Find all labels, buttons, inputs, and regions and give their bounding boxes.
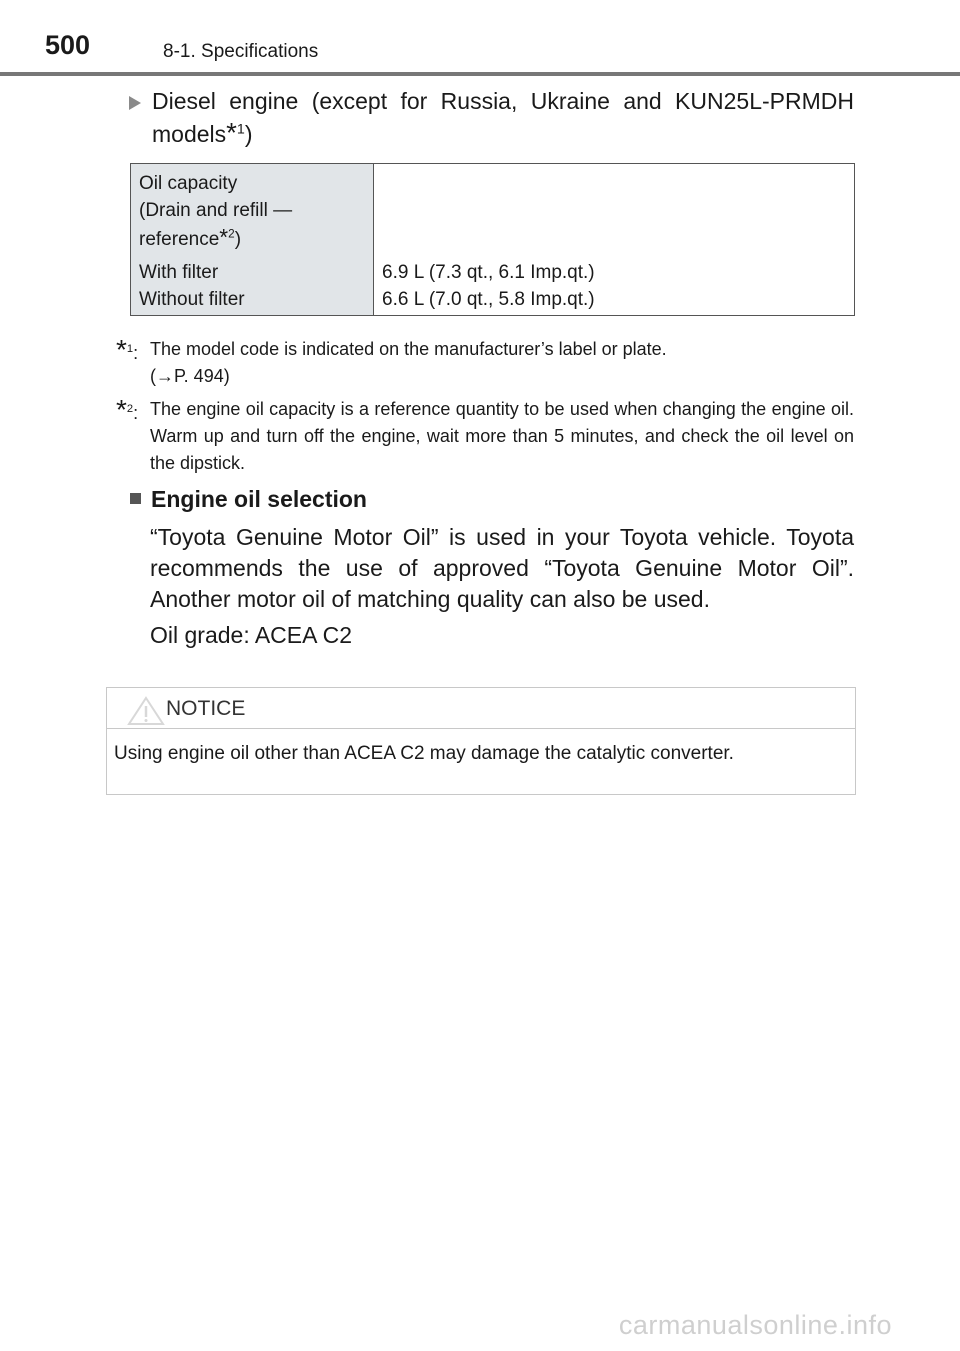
header-rule xyxy=(0,72,960,76)
asterisk-mark: * xyxy=(226,117,237,148)
oil-capacity-label: Oil capacity xyxy=(139,173,238,194)
item-heading xyxy=(124,86,854,150)
square-bullet-icon xyxy=(130,493,141,504)
warning-triangle-icon xyxy=(127,696,165,726)
filter-labels-cell xyxy=(131,259,374,316)
without-filter-value: 6.6 L (7.0 qt., 5.8 Imp.qt.) xyxy=(382,289,595,310)
footnote-separator: : xyxy=(133,343,139,363)
asterisk-mark: * xyxy=(116,394,127,425)
footnote-separator: : xyxy=(133,403,139,423)
footnote-ref-1: 1 xyxy=(236,121,245,138)
oil-capacity-label-cell xyxy=(131,164,374,260)
closing-paren: ) xyxy=(244,121,253,147)
page-number: 500 xyxy=(45,30,91,60)
reference-text: reference xyxy=(139,229,220,250)
watermark: carmanualsonline.info xyxy=(618,1310,892,1340)
engine-oil-selection-title: Engine oil selection xyxy=(151,486,367,512)
item-heading-line2 xyxy=(152,117,854,150)
oil-grade-text: Oil grade: ACEA C2 xyxy=(150,622,352,648)
footnote-2-number: 2 xyxy=(126,403,134,415)
footnote-1-text: The model code is indicated on the manufacturer’s label or plate. xyxy=(150,339,667,359)
asterisk-mark: * xyxy=(219,224,229,250)
section-label: 8-1. Specifications xyxy=(163,41,319,62)
footnote-1-page-ref: (→P. 494) xyxy=(150,366,230,386)
header-value-cell xyxy=(374,164,855,260)
item-heading-line1: Diesel engine (except for Russia, Ukraine and KUN25L-PRMDH xyxy=(152,88,854,114)
footnote-ref-2: 2 xyxy=(228,227,235,241)
footnote-1-marker xyxy=(116,336,138,367)
notice-header xyxy=(107,688,855,729)
models-text: models xyxy=(152,121,227,147)
oil-capacity-table xyxy=(130,163,855,316)
notice-message: Using engine oil other than ACEA C2 may damage the catalytic converter. xyxy=(114,743,734,764)
without-filter-label: Without filter xyxy=(139,289,245,310)
reference-label xyxy=(139,224,365,253)
notice-title: NOTICE xyxy=(166,697,246,720)
footnote-2 xyxy=(116,396,854,477)
oil-selection-paragraph: “Toyota Genuine Motor Oil” is used in your Toyota vehicle. Toyota recommends the use of approved “Toyota Genuine Motor Oil”. Another motor oil of matching quality can also be used. xyxy=(150,524,854,612)
notice-box xyxy=(106,687,856,795)
asterisk-mark: * xyxy=(116,334,127,365)
footnote-1-number: 1 xyxy=(126,343,134,355)
with-filter-value: 6.9 L (7.3 qt., 6.1 Imp.qt.) xyxy=(382,262,595,283)
triangle-bullet-icon xyxy=(129,96,141,110)
drain-refill-label: (Drain and refill — xyxy=(139,200,293,221)
footnote-1 xyxy=(116,336,854,390)
footnote-2-text: The engine oil capacity is a reference quantity to be used when changing the engine oil. Warm up and turn off the engine, wait more than 5 minutes, and check the oil level on the dipstick. xyxy=(150,399,854,473)
with-filter-label: With filter xyxy=(139,262,219,283)
capacity-values-cell xyxy=(374,259,855,316)
engine-oil-selection-heading xyxy=(130,486,367,513)
footnote-2-marker xyxy=(116,396,138,427)
closing-paren: ) xyxy=(234,229,242,250)
